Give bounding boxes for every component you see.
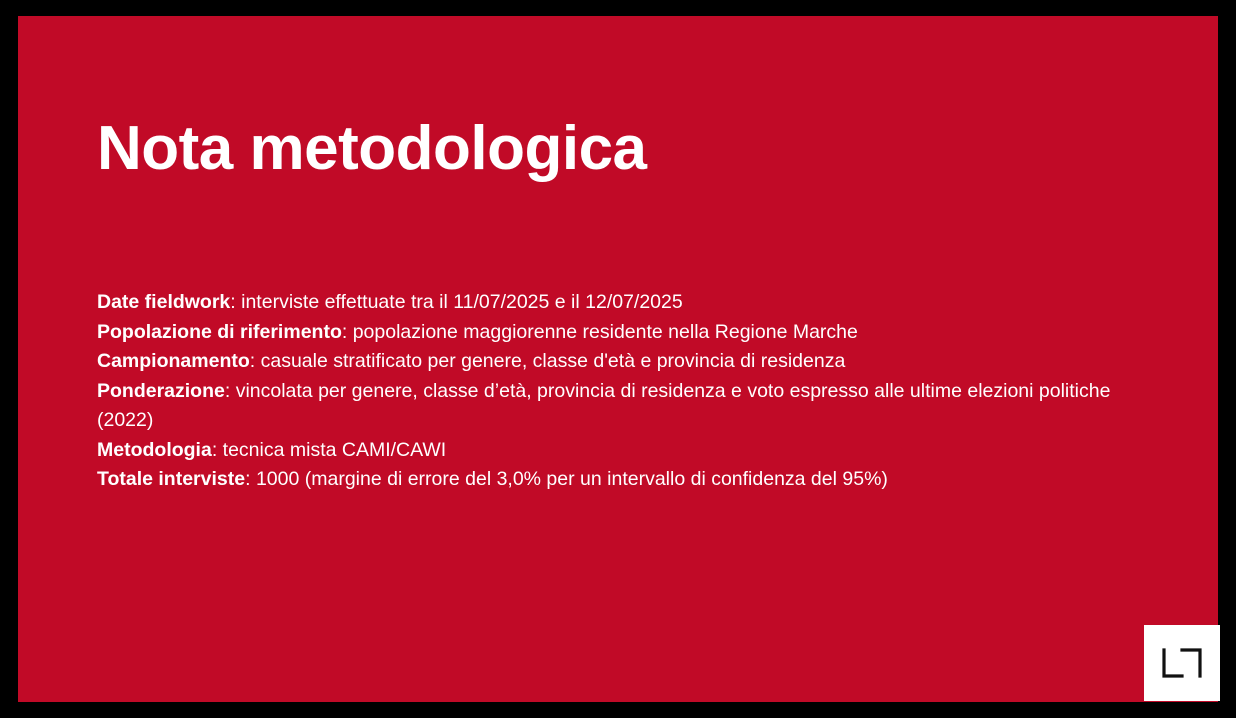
list-item-value: : casuale stratificato per genere, classe d'età e provincia di residenza: [249, 350, 846, 372]
list-item: [97, 436, 1137, 466]
fullscreen-icon: [1160, 646, 1204, 680]
list-item-label: Date fieldwork: [97, 291, 231, 313]
list-item: [97, 465, 1137, 495]
list-item-value: : tecnica mista CAMI/CAWI: [211, 438, 447, 461]
list-item-value: : popolazione maggiorenne residente nella Regione Marche: [341, 320, 858, 343]
page-title: Nota metodologica: [97, 114, 647, 183]
list-item: [97, 347, 1137, 377]
methodology-list: [97, 288, 1137, 495]
list-item-label: Metodologia: [97, 438, 212, 461]
list-item: [97, 318, 1137, 348]
slide-canvas: [18, 16, 1218, 702]
list-item-label: Campionamento: [97, 350, 250, 372]
list-item-value: : interviste effettuate tra il 11/07/2025 e il 12/07/2025: [230, 291, 683, 313]
list-item-value: : vincolata per genere, classe d’età, provincia di residenza e voto espresso alle ultime elezioni politiche (2022): [97, 379, 1111, 431]
list-item-label: Totale interviste: [97, 468, 246, 490]
list-item: [97, 288, 1137, 318]
list-item-label: Ponderazione: [97, 379, 225, 402]
list-item: [97, 377, 1137, 436]
list-item-value: : 1000 (margine di errore del 3,0% per un intervallo di confidenza del 95%): [245, 468, 888, 490]
fullscreen-button[interactable]: [1144, 625, 1220, 701]
list-item-label: Popolazione di riferimento: [97, 320, 342, 343]
